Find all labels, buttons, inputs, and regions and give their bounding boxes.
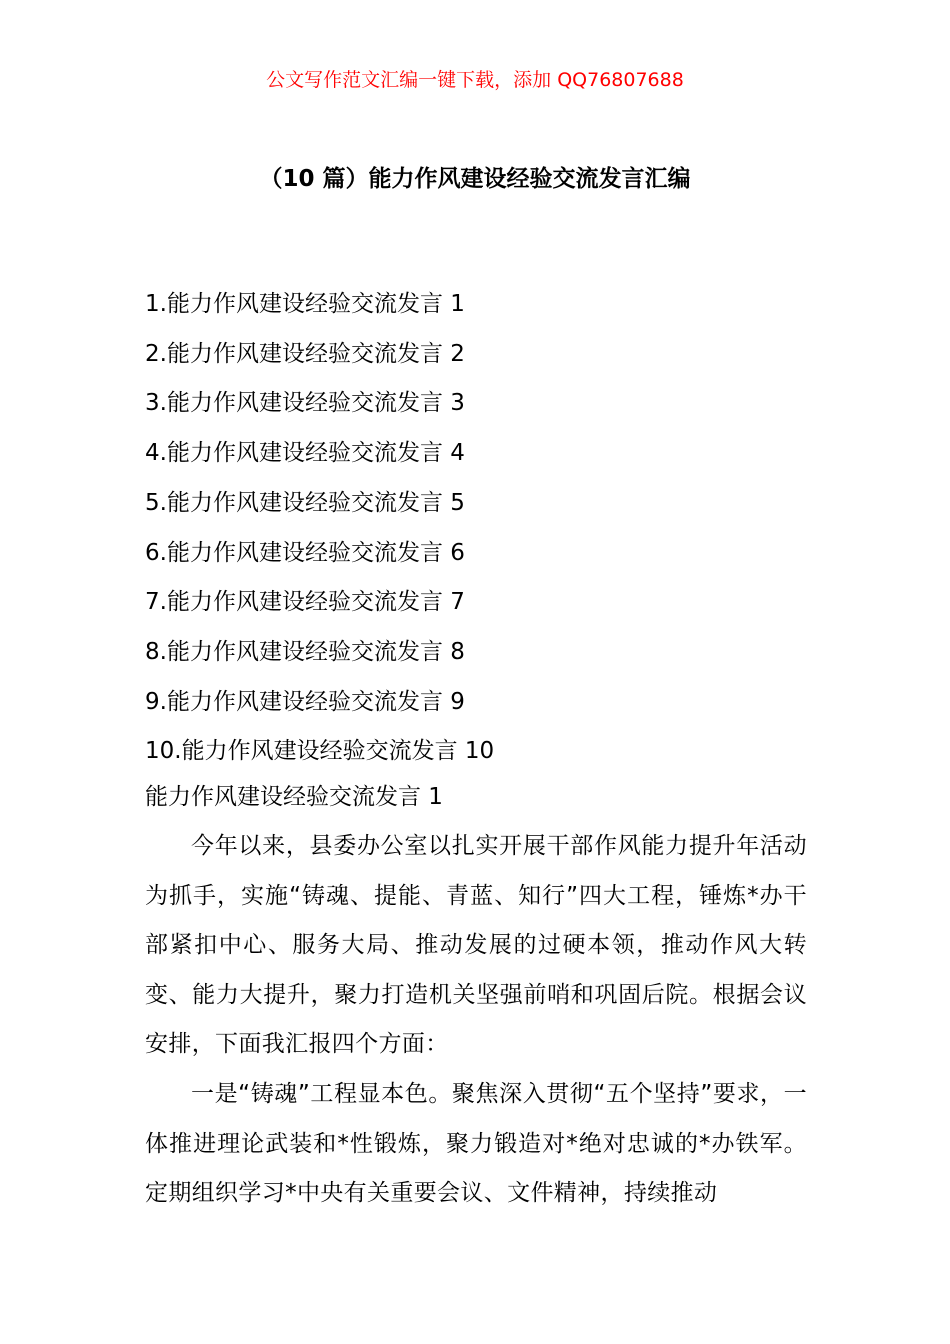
body-paragraph: 一是“铸魂”工程显本色。聚焦深入贯彻“五个坚持”要求，一体推进理论武装和*性锻炼，聚力锻造对*绝对忠诚的*办铁军。定期组织学习*中央有关重要会议、文件精神，持续推动 bbox=[145, 1081, 807, 1207]
section-heading: 能力作风建设经验交流发言 1 bbox=[145, 784, 443, 810]
toc-item-3: 3.能力作风建设经验交流发言 3 bbox=[145, 390, 465, 417]
toc-item-6: 6.能力作风建设经验交流发言 6 bbox=[145, 539, 465, 566]
toc-item-4: 4.能力作风建设经验交流发言 4 bbox=[145, 440, 465, 467]
table-of-contents bbox=[145, 280, 494, 777]
toc-item-7: 7.能力作风建设经验交流发言 7 bbox=[145, 589, 465, 616]
body-paragraph: 今年以来，县委办公室以扎实开展干部作风能力提升年活动为抓手，实施“铸魂、提能、青蓝、知行”四大工程，锤炼*办干部紧扣中心、服务大局、推动发展的过硬本领，推动作风大转变、能力大提升，聚力打造机关坚强前哨和巩固后院。根据会议安排，下面我汇报四个方面： bbox=[145, 833, 807, 1058]
toc-item-9: 9.能力作风建设经验交流发言 9 bbox=[145, 688, 465, 715]
document-title: （10 篇）能力作风建设经验交流发言汇编 bbox=[259, 166, 691, 192]
toc-item-1: 1.能力作风建设经验交流发言 1 bbox=[145, 291, 465, 317]
toc-item-10: 10.能力作风建设经验交流发言 10 bbox=[145, 738, 495, 765]
download-banner: 公文写作范文汇编一键下载，添加 QQ76807688 bbox=[266, 69, 684, 91]
toc-item-8: 8.能力作风建设经验交流发言 8 bbox=[145, 638, 465, 665]
toc-item-5: 5.能力作风建设经验交流发言 5 bbox=[145, 489, 465, 516]
toc-item-2: 2.能力作风建设经验交流发言 2 bbox=[145, 340, 465, 367]
